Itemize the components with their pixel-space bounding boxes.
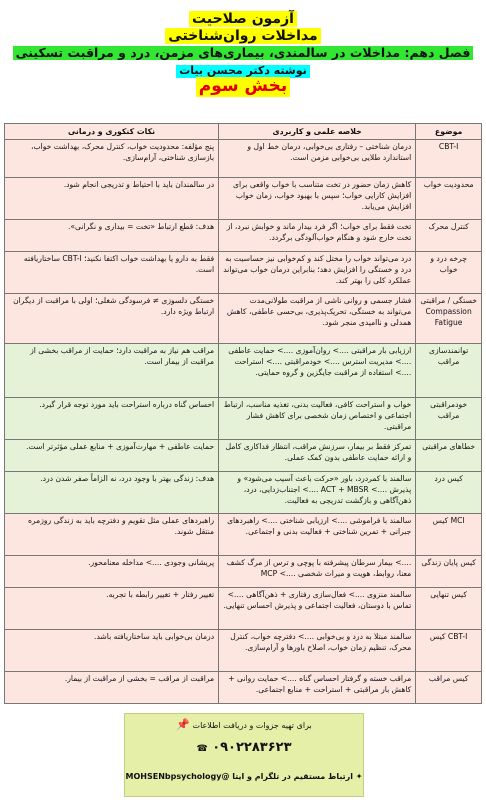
exam-title: آزمون صلاحیت <box>189 11 297 27</box>
row-topic: کنترل محرک <box>415 220 481 251</box>
table-row <box>5 629 481 671</box>
row-notes: مراقب هم نیاز به مراقبت دارد؛ حمایت از مراقب بخشی از مراقبت از بیمار است. <box>30 346 215 366</box>
author-line: نوشته دکتر محسن بیات <box>176 65 310 78</box>
document-header <box>0 8 486 98</box>
table-row <box>5 471 481 513</box>
row-topic: چرخه درد و خواب <box>415 252 481 293</box>
row-notes: راهبردهای عملی مثل تقویم و دفترچه باید به زندگی روزمره منتقل شوند. <box>27 516 215 536</box>
info-line <box>125 718 363 731</box>
table-row <box>5 251 481 293</box>
column-header-summary: خلاصه علمی و کاربردی <box>218 124 415 139</box>
row-summary: سالمند با فراموشی ....> ارزیابی شناختی ....> راهبردهای جبرانی + تمرین شناختی + فعالیت بدنی و اجتماعی. <box>218 514 415 555</box>
section-title: بخش سوم <box>196 77 290 97</box>
row-notes: درمان بی‌خوابی باید ساختاریافته باشد. <box>94 632 215 642</box>
row-notes: پریشانی وجودی ....> مداخله معنامحور. <box>88 558 215 568</box>
row-notes: در سالمندان باید با احتیاط و تدریجی انجام شود. <box>63 180 215 190</box>
chapter-title: فصل دهم: مداخلات در سالمندی، بیماری‌های مزمن، درد و مراقبت تسکینی <box>13 46 474 60</box>
row-topic: MCI کیس <box>415 514 481 555</box>
row-topic: توانمندسازی مراقب <box>415 344 481 397</box>
row-notes: احساس گناه درباره استراحت باید مورد توجه قرار گیرد. <box>39 400 215 410</box>
star-icon: ✦ <box>355 772 363 781</box>
row-topic: CBT-I کیس <box>415 630 481 671</box>
row-notes: تغییر رفتار + تغییر رابطه با تجربه. <box>106 590 215 600</box>
row-summary: خواب و استراحت کافی، فعالیت بدنی، تغذیه مناسب، ارتباط اجتماعی و اختصاص زمان شخصی برای کاهش فشار مراقبتی. <box>218 398 415 439</box>
row-topic: کیس تنهایی <box>415 588 481 629</box>
row-notes: خستگی دلسوزی ≠ فرسودگی شغلی؛ اولی با مراقبت از دیگران ارتباط ویژه دارد. <box>13 296 215 316</box>
row-summary: تخت فقط برای خواب؛ اگر فرد بیدار ماند و خوابش نبرد، از تخت خارج شود و هنگام خواب‌آلودگی برگردد. <box>218 220 415 251</box>
row-topic: کیس پایان زندگی <box>415 556 481 587</box>
table-row <box>5 293 481 343</box>
summary-table <box>4 123 482 704</box>
contact-footer <box>124 713 364 797</box>
info-text: برای تهیه جزوات و دریافت اطلاعات <box>192 721 312 730</box>
column-header-topic: موضوع <box>415 124 481 139</box>
table-row <box>5 397 481 439</box>
row-topic: خطاهای مراقبتی <box>415 440 481 471</box>
row-summary: سالمند مبتلا به درد و بی‌خوابی ....> دفترچه خواب، کنترل محرک، تنظیم زمان خواب، اصلاح باورها و آرام‌سازی. <box>218 630 415 671</box>
row-topic: خودمراقبتی مراقب <box>415 398 481 439</box>
row-summary: سالمند با کمردرد، باور «حرکت باعث آسیب می‌شود» و پذیرش ....> ACT + MBSR ....> اجتناب‌زدایی، درد، ذهن‌آگاهی و بازگشت تدریجی به فعالیت. <box>218 472 415 513</box>
table-row <box>5 439 481 471</box>
phone-number[interactable]: ۰۹۰۲۲۸۳۶۲۳ <box>212 740 292 755</box>
row-notes: هدف: قطع ارتباط «تخت = بیداری و نگرانی». <box>67 222 215 232</box>
row-summary: سالمند منزوی ....> فعال‌سازی رفتاری + ذهن‌آگاهی ....> تماس با دوستان، فعالیت اجتماعی و پذیرش احساس تنهایی. <box>218 588 415 629</box>
column-header-notes: نکات کنکوری و درمانی <box>68 127 156 136</box>
table-row <box>5 671 481 703</box>
telegram-contact[interactable]: ارتباط مستقیم در تلگرام و ایتا @MOHSENbpsychology <box>125 772 353 781</box>
row-notes: فقط به دارو یا بهداشت خواب اکتفا نکنید؛ CBT-I ساختاریافته است. <box>23 254 215 274</box>
row-summary: ارزیابی بار مراقبتی ....> روان‌آموزی ....> حمایت عاطفی ....> مدیریت استرس ....> خودمراقبتی ....> استراحت ....> استفاده از مراقبت جایگزین و گروه حمایتی. <box>218 344 415 397</box>
table-header-row <box>5 124 481 139</box>
row-summary: مراقب خسته و گرفتار احساس گناه ....> حمایت روانی + کاهش بار مراقبتی + استراحت + منابع اجتماعی. <box>218 672 415 703</box>
row-summary: درمان شناختی – رفتاری بی‌خوابی، درمان خط اول و استاندارد طلایی بی‌خوابی مزمن است. <box>218 140 415 177</box>
row-topic: CBT-I <box>415 140 481 177</box>
row-topic: خستگی / مراقبتی Compassion Fatigue <box>415 294 481 343</box>
subject-title: مداخلات روان‌شناختی <box>165 28 320 44</box>
table-row <box>5 587 481 629</box>
row-summary: تمرکز فقط بر بیمار، سرزنش مراقب، انتظار فداکاری کامل و ارائه حمایت عاطفی بدون کمک عملی. <box>218 440 415 471</box>
row-topic: محدودیت خواب <box>415 178 481 219</box>
table-row <box>5 513 481 555</box>
table-row <box>5 177 481 219</box>
row-notes: پنج مؤلفه: محدودیت خواب، کنترل محرک، بهداشت خواب، بازسازی شناختی، آرام‌سازی. <box>31 142 215 162</box>
row-topic: کیس مراقب <box>415 672 481 703</box>
phone-line <box>125 740 363 755</box>
phone-icon: ☎ <box>196 744 208 754</box>
row-summary: فشار جسمی و روانی ناشی از مراقبت طولانی‌مدت می‌تواند به خستگی، تحریک‌پذیری، بی‌حسی عاطفی، کاهش همدلی و ناامیدی منجر شود. <box>218 294 415 343</box>
row-topic: کیس درد <box>415 472 481 513</box>
telegram-line <box>125 772 363 782</box>
table-row <box>5 139 481 177</box>
row-summary: درد می‌تواند خواب را مختل کند و کم‌خوابی نیز حساسیت به درد و خستگی را افزایش دهد؛ بنابراین درمان خواب می‌تواند عملکرد کلی را بهتر کند. <box>218 252 415 293</box>
table-row <box>5 555 481 587</box>
pin-icon: 📌 <box>176 718 190 731</box>
table-row <box>5 219 481 251</box>
row-notes: هدف: زندگی بهتر با وجود درد، نه الزاماً صفر شدن درد. <box>40 474 215 484</box>
table-row <box>5 343 481 397</box>
row-summary: ....> بیمار سرطان پیشرفته با پوچی و ترس از مرگ کشف معنا، روابط، هویت و میراث شخصی ....> MCP <box>218 556 415 587</box>
row-notes: مراقبت از مراقب = بخشی از مراقبت از بیمار. <box>64 674 215 684</box>
row-summary: کاهش زمان حضور در تخت متناسب با خواب واقعی برای افزایش کارایی خواب؛ سپس با بهبود خواب، زمان خواب افزایش می‌یابد. <box>218 178 415 219</box>
row-notes: حمایت عاطفی + مهارت‌آموزی + منابع عملی مؤثرتر است. <box>26 442 215 452</box>
